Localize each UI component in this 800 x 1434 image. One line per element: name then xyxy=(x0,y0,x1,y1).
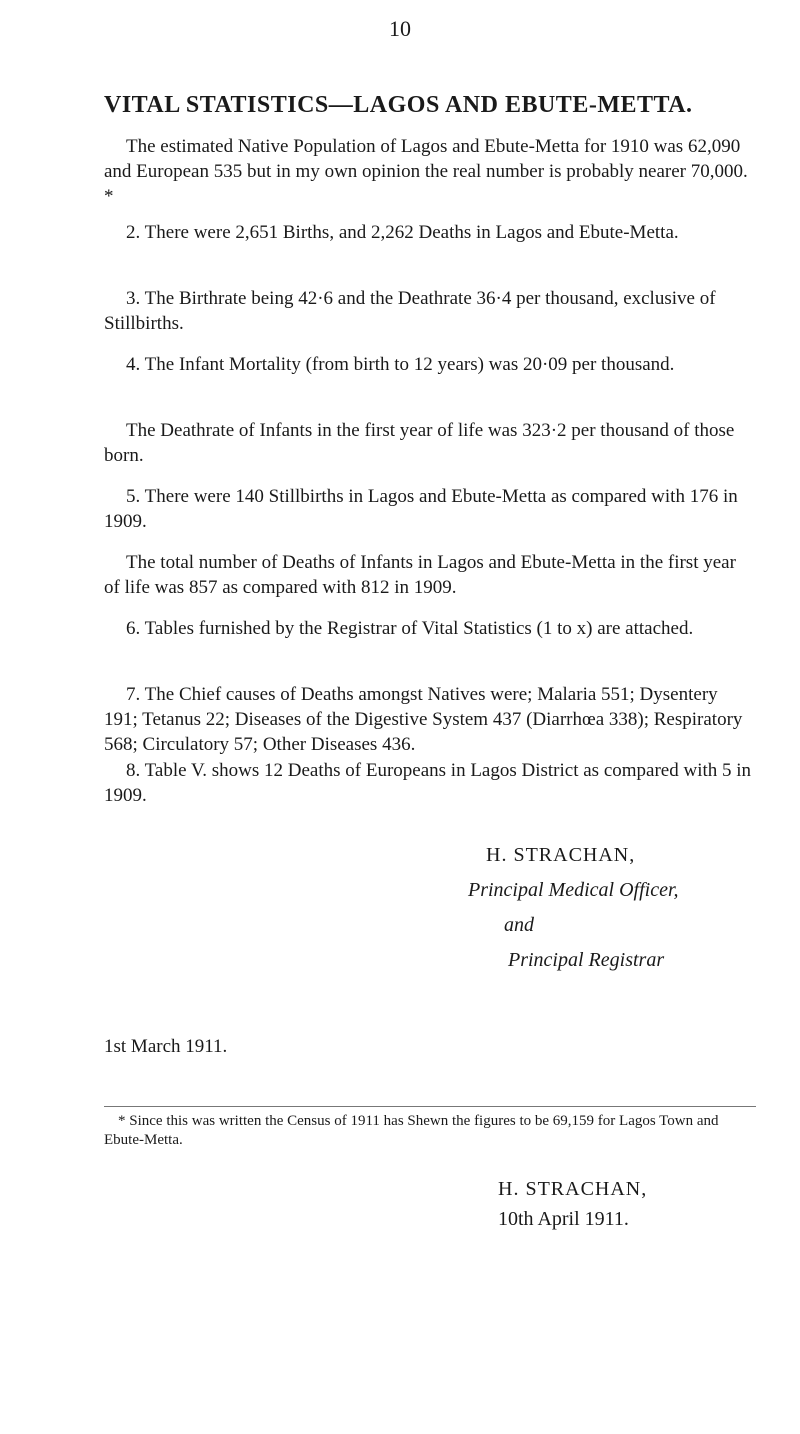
page-title: VITAL STATISTICS—LAGOS AND EBUTE-METTA. xyxy=(104,92,693,118)
footnote-text: * Since this was written the Census of 1911 has Shewn the figures to be 69,159 for Lagos Town and Ebute-Metta. xyxy=(104,1113,719,1148)
paragraph-8-block xyxy=(104,758,756,808)
document-date: 1st March 1911. xyxy=(104,1036,228,1057)
signature-title-2: Principal Registrar xyxy=(508,949,665,971)
paragraph-5-block xyxy=(104,484,756,534)
paragraph-4-block xyxy=(104,352,756,377)
paragraph-5b-block xyxy=(104,550,756,600)
paragraph-infant-deathrate: The Deathrate of Infants in the first year of life was 323·2 per thousand of those born. xyxy=(104,420,735,466)
footnote-signature-date: 10th April 1911. xyxy=(498,1208,629,1230)
page-number: 10 xyxy=(389,16,411,41)
paragraph-3-block xyxy=(104,286,756,336)
paragraph-1-block xyxy=(104,134,756,209)
paragraph-tables: 6. Tables furnished by the Registrar of Vital Statistics (1 to x) are attached. xyxy=(126,618,694,639)
paragraph-stillbirths: 5. There were 140 Stillbirths in Lagos and Ebute-Metta as compared with 176 in 1909. xyxy=(104,486,738,532)
paragraph-infant-deaths-total: The total number of Deaths of Infants in Lagos and Ebute-Metta in the first year of life was 857 as compared with 812 in 1909. xyxy=(104,552,736,598)
signature-and: and xyxy=(504,914,534,936)
paragraph-europeans: 8. Table V. shows 12 Deaths of Europeans in Lagos District as compared with 5 in 1909. xyxy=(104,760,752,806)
paragraph-4b-block xyxy=(104,418,756,468)
signature-title: Principal Medical Officer, xyxy=(468,879,679,901)
paragraph-birthrate: 3. The Birthrate being 42·6 and the Deathrate 36·4 per thousand, exclusive of Stillbirths. xyxy=(104,288,716,334)
footnote xyxy=(104,1112,756,1150)
paragraph-2-block xyxy=(104,220,756,245)
paragraph-causes-of-death: 7. The Chief causes of Deaths amongst Natives were; Malaria 551; Dysentery 191; Tetanus 22; Diseases of the Digestive System 437 (Diarrhœa 338); Respiratory 568; Circulatory 57; Other Diseases 436. xyxy=(104,684,743,755)
paragraph-population: The estimated Native Population of Lagos and Ebute-Metta for 1910 was 62,090 and European 535 but in my own opinion the real number is probably nearer 70,000. * xyxy=(104,136,748,207)
paragraph-births-deaths: 2. There were 2,651 Births, and 2,262 Deaths in Lagos and Ebute-Metta. xyxy=(126,222,679,243)
paragraph-infant-mortality: 4. The Infant Mortality (from birth to 12 years) was 20·09 per thousand. xyxy=(126,354,675,375)
paragraph-6-block xyxy=(104,616,756,641)
paragraph-7-block xyxy=(104,682,756,757)
footnote-signature-name: H. STRACHAN, xyxy=(498,1178,648,1200)
signature-name: H. STRACHAN, xyxy=(486,844,636,866)
footnote-divider xyxy=(104,1106,756,1107)
footnote-signature xyxy=(498,1174,647,1234)
signature-block xyxy=(468,838,768,978)
